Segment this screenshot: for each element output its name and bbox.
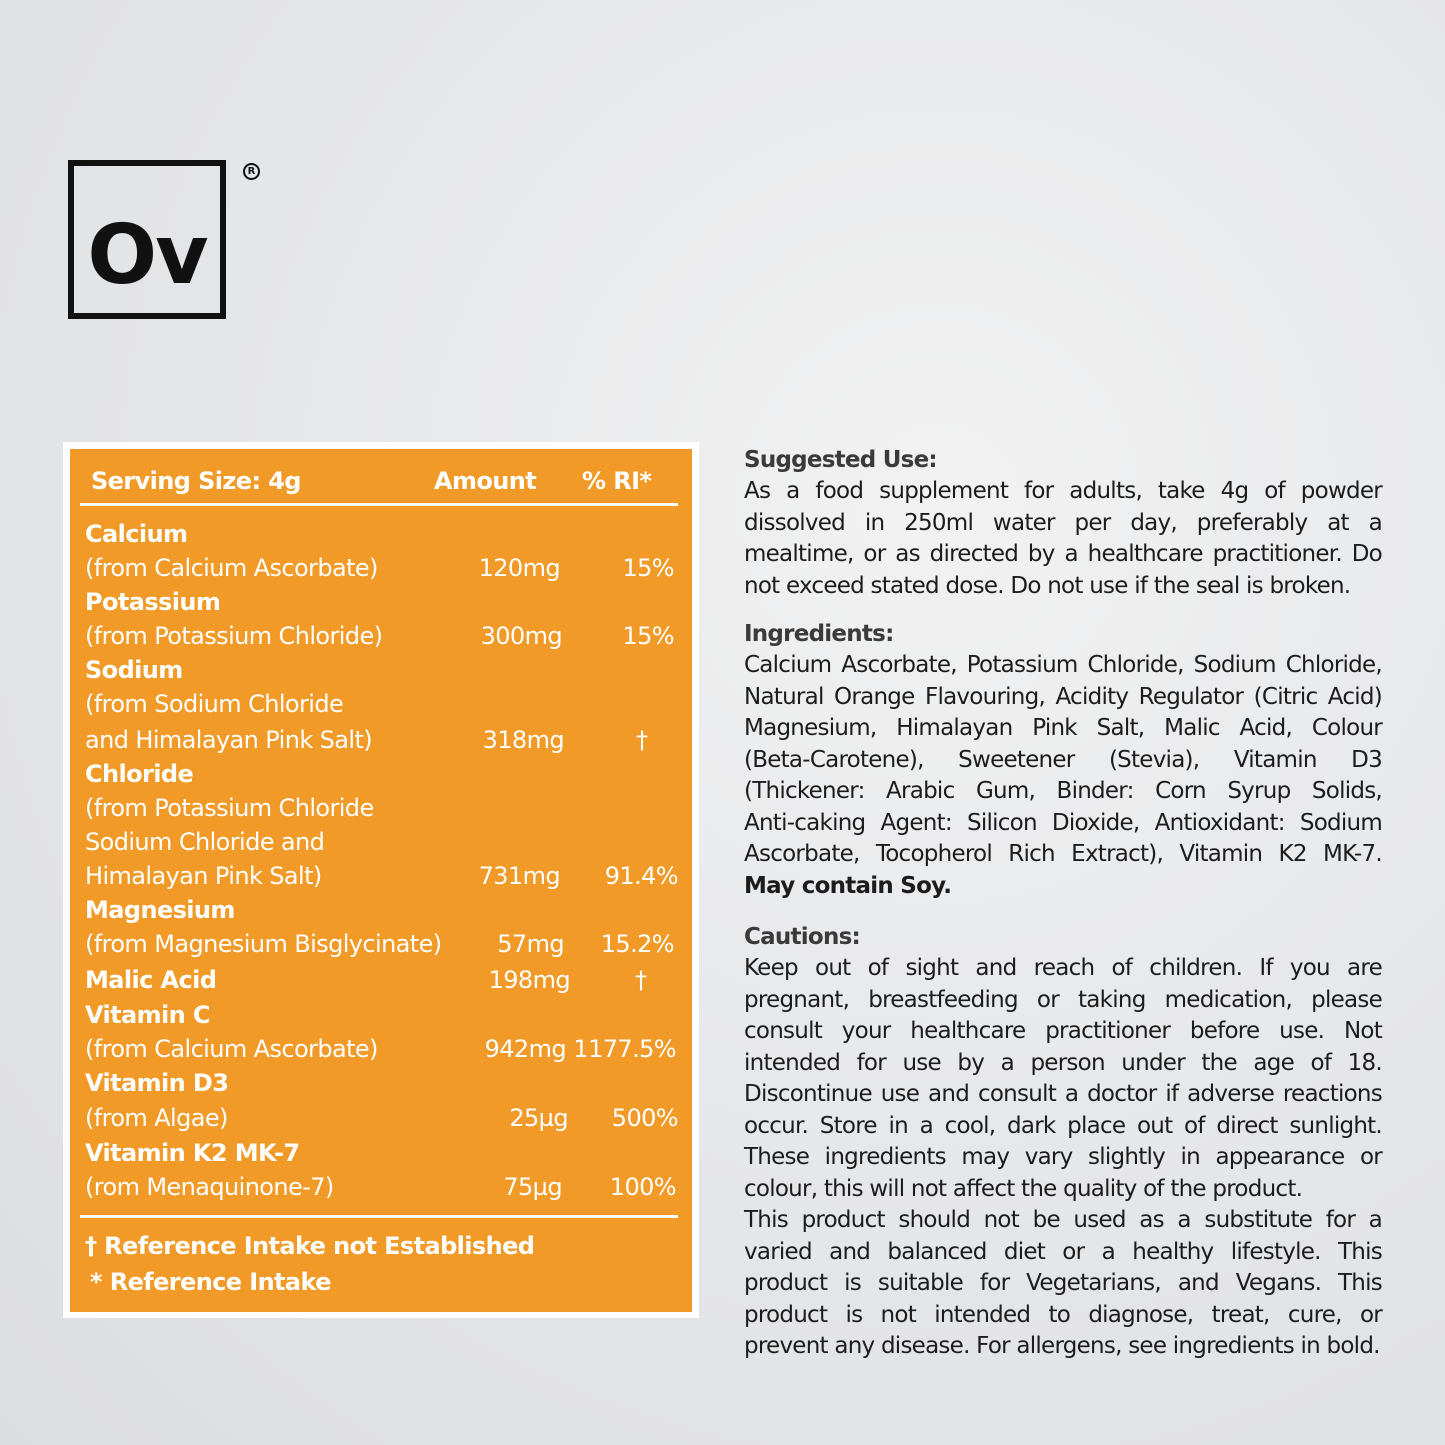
nutrient-name: Sodium [85,656,183,684]
ingredients-line: Anti-caking Agent: Silicon Dioxide, Antioxidant: Sodium [744,809,1382,836]
nutrient-amount: 120mg [478,554,560,582]
nutrient-ri: 100% [609,1173,676,1201]
ingredients-line: (Beta-Carotene), Sweetener (Stevia), Vitamin D3 [744,746,1382,773]
header-divider [80,503,678,506]
nutrient-ri: 91.4% [604,862,678,890]
cautions-line: intended for use by a person under the age of 18. [744,1049,1382,1076]
nutrient-ri: † [635,966,647,994]
cautions-line: These ingredients may vary slightly in appearance or [744,1144,1382,1170]
nutrient-amount: 75µg [503,1173,562,1201]
suggested-use-line: not exceed stated dose. Do not use if the seal is broken. [744,572,1351,599]
nutrient-name: Magnesium [85,896,235,924]
footnote-dagger: † Reference Intake not Established [85,1232,535,1260]
cautions-line: occur. Store in a cool, dark place out of direct sunlight. [744,1112,1382,1139]
ingredients-section [744,618,1382,902]
cautions-section [744,921,1382,1363]
nutrient-ri: 15% [622,622,674,650]
nutrient-source: (from Algae) [85,1104,228,1132]
registered-mark-icon: R [243,163,260,180]
nutrient-amount: 300mg [480,622,562,650]
cautions-line: varied and balanced diet or a healthy lifestyle. This [744,1238,1382,1265]
nutrient-ri: 15% [622,554,674,582]
nutrition-panel [70,449,692,1312]
suggested-use-line: dissolved in 250ml water per day, preferably at a [744,509,1382,536]
cautions-line: prevent any disease. For allergens, see ingredients in bold. [744,1333,1380,1359]
nutrient-name: Vitamin D3 [85,1069,229,1097]
nutrient-source: (from Magnesium Bisglycinate) [85,930,442,958]
nutrient-source: (from Calcium Ascorbate) [85,1035,378,1063]
cautions-line: This product should not be used as a substitute for a [744,1207,1382,1233]
nutrient-amount: 57mg [497,930,564,958]
cautions-line: colour, this will not affect the quality of the product. [744,1175,1303,1202]
brand-logo-text: Ov [87,208,207,303]
suggested-use-section [744,444,1382,602]
nutrient-name: Potassium [85,588,221,616]
nutrient-source: (rom Menaquinone-7) [85,1173,334,1201]
ingredients-line: (Thickener: Arabic Gum, Binder: Corn Syrup Solids, [744,778,1382,804]
nutrient-name: Vitamin K2 MK-7 [85,1139,300,1167]
nutrient-amount: 942mg [484,1035,566,1063]
nutrient-source: (from Sodium Chloride [85,690,344,718]
nutrient-ri: 15.2% [600,930,674,958]
serving-size-label: Serving Size: 4g [91,467,301,495]
nutrient-amount: 731mg [478,862,560,890]
nutrient-source: (from Potassium Chloride [85,794,374,822]
nutrient-name: Chloride [85,760,194,788]
cautions-line: Discontinue use and consult a doctor if adverse reactions [744,1081,1382,1107]
ingredients-line: Magnesium, Himalayan Pink Salt, Malic Acid, Colour [744,715,1382,741]
amount-column-header: Amount [434,467,537,495]
nutrient-name: Calcium [85,520,188,548]
ingredients-line: Ascorbate, Tocopherol Rich Extract), Vitamin K2 MK-7. [744,841,1382,867]
nutrient-ri: † [636,726,648,754]
nutrient-name: Vitamin C [85,1001,210,1029]
allergen-warning: May contain Soy. [744,872,952,899]
footnote-asterisk: * Reference Intake [90,1268,331,1296]
nutrient-ri: 1177.5% [573,1035,676,1063]
cautions-line: consult your healthcare practitioner before use. Not [744,1018,1382,1044]
nutrient-amount: 318mg [482,726,564,754]
ingredients-line: Natural Orange Flavouring, Acidity Regulator (Citric Acid) [744,683,1382,710]
cautions-line: product is not intended to diagnose, treat, cure, or [744,1301,1382,1328]
nutrient-source: (from Potassium Chloride) [85,622,383,650]
ingredients-heading: Ingredients: [744,621,894,647]
nutrient-source: and Himalayan Pink Salt) [85,726,373,754]
suggested-use-line: mealtime, or as directed by a healthcare practitioner. Do [744,541,1382,567]
cautions-line: pregnant, breastfeeding or taking medication, please [744,986,1382,1013]
nutrient-amount: 198mg [488,966,570,994]
nutrient-source: Himalayan Pink Salt) [85,862,322,890]
ri-column-header: % RI* [582,467,652,495]
cautions-line: product is suitable for Vegetarians, and Vegans. This [744,1270,1382,1296]
ingredients-line: Calcium Ascorbate, Potassium Chloride, Sodium Chloride, [744,652,1382,678]
nutrient-name: Malic Acid [85,966,217,994]
cautions-line: Keep out of sight and reach of children. If you are [744,955,1382,981]
brand-logo [68,160,226,319]
suggested-use-line: As a food supplement for adults, take 4g of powder [744,478,1382,504]
suggested-use-heading: Suggested Use: [744,447,937,473]
nutrient-ri: 500% [611,1104,678,1132]
nutrient-source: (from Calcium Ascorbate) [85,554,378,582]
cautions-heading: Cautions: [744,924,860,950]
footer-divider [80,1215,678,1218]
nutrient-amount: 25µg [509,1104,568,1132]
nutrient-source: Sodium Chloride and [85,828,325,856]
